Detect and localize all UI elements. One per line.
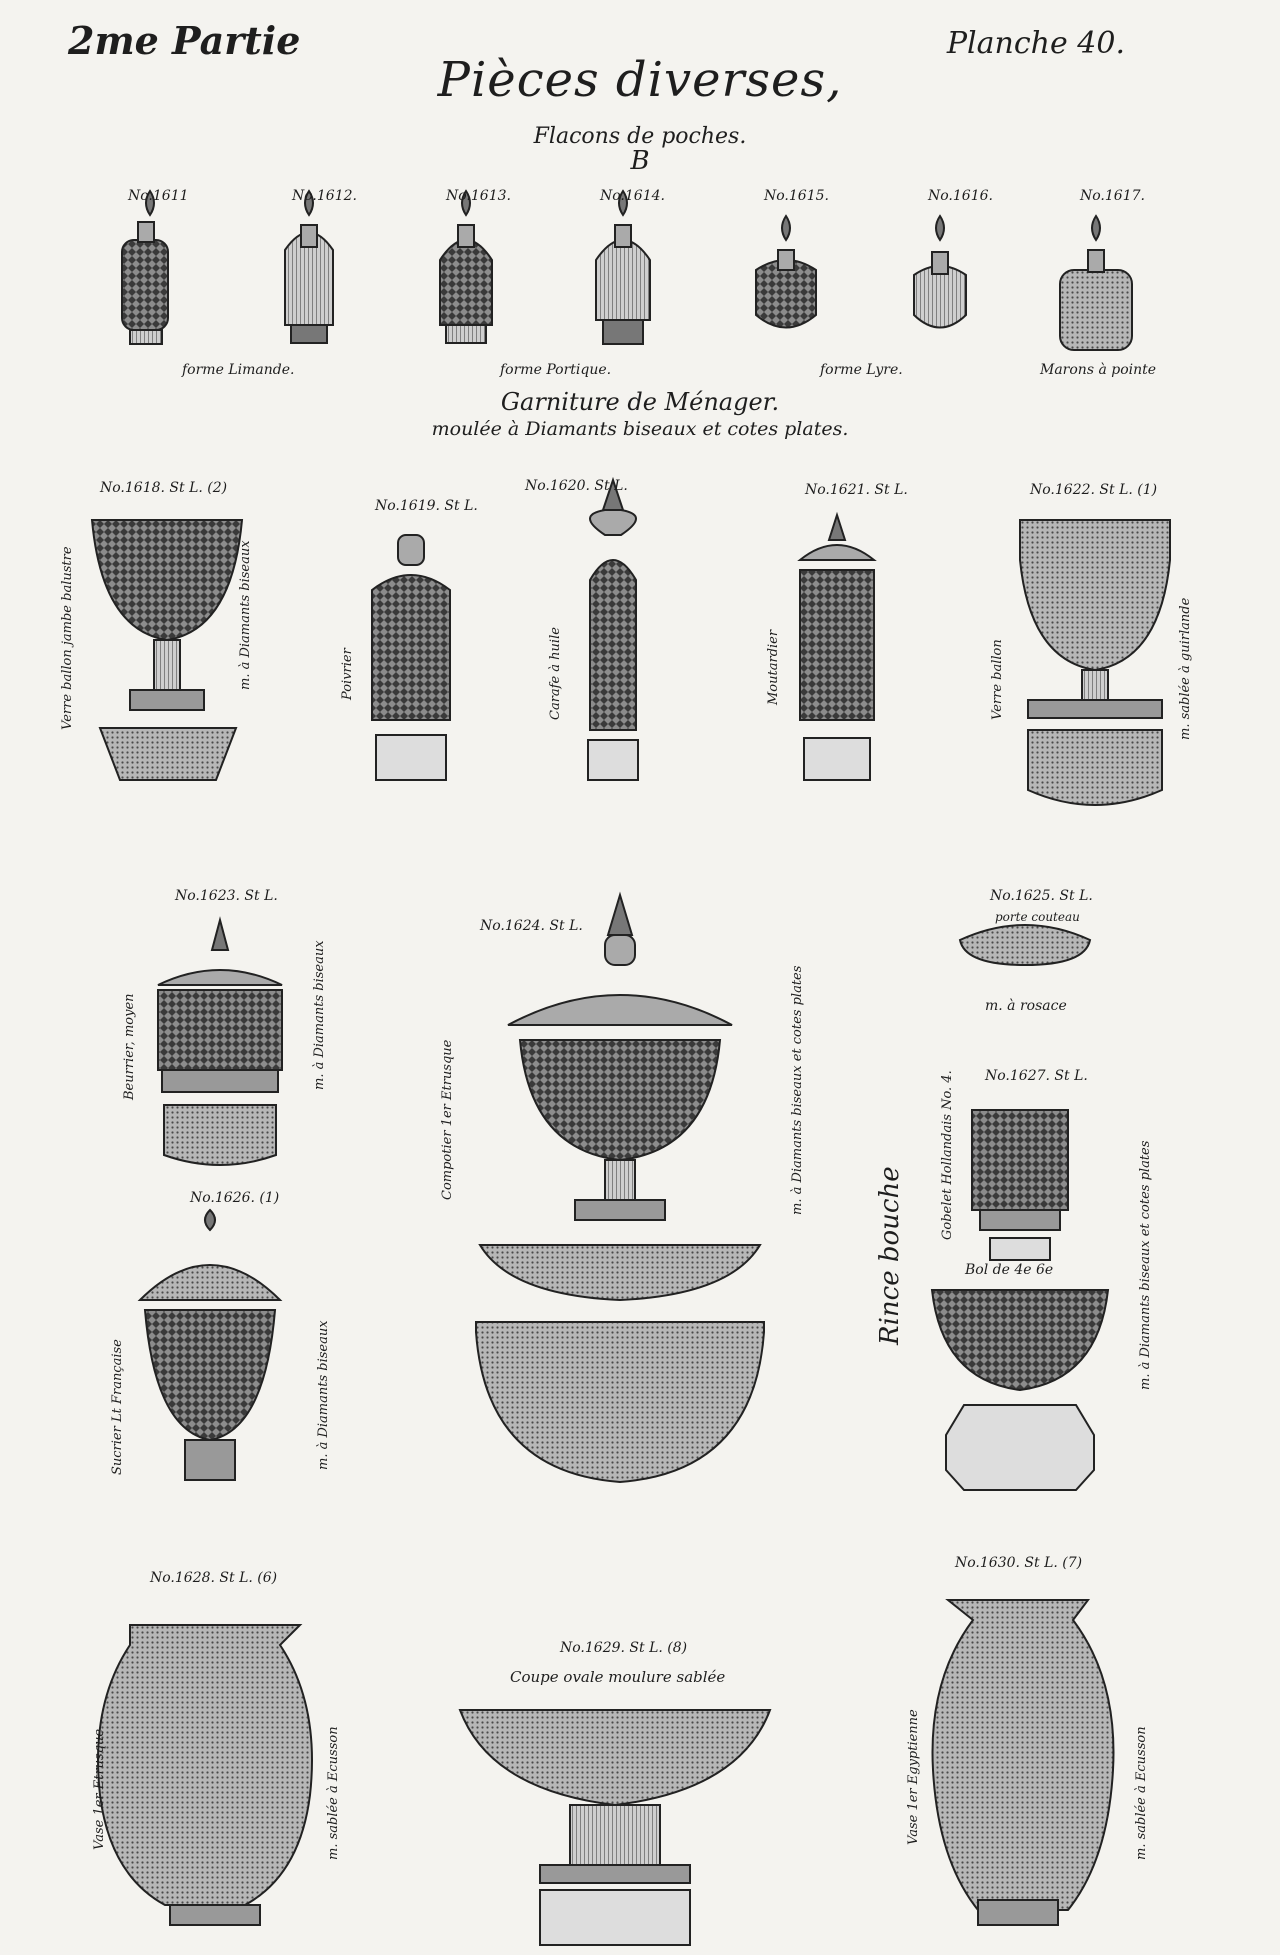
flacon-1616 <box>914 216 966 328</box>
item-left-label: Verre ballon jambe balustre <box>60 546 75 730</box>
item-number: No.1626. (1) <box>190 1190 280 1206</box>
menager-subheading: moulée à Diamants biseaux et cotes plates. <box>431 418 849 440</box>
flacon-1611 <box>122 191 168 344</box>
flacon-number: No.1615. <box>764 188 829 204</box>
item-number: No.1623. St L. <box>175 888 278 904</box>
item-number: No.1629. St L. (8) <box>560 1640 688 1656</box>
vase-etrusque-1628 <box>98 1625 312 1925</box>
item-number: No.1621. St L. <box>805 482 908 498</box>
page-title: Pièces diverses, <box>437 52 843 108</box>
poivrier-1619 <box>372 535 450 780</box>
item-number: No.1628. St L. (6) <box>150 1570 278 1586</box>
flacon-1614 <box>596 191 650 344</box>
sucrier-1626 <box>140 1210 280 1480</box>
item-right-label: m. à Diamants biseaux et cotes plates <box>790 965 805 1215</box>
item-left-label: Poivrier <box>340 648 355 700</box>
flacon-1612 <box>285 191 333 343</box>
item-left-label: Gobelet Hollandais No. 4. <box>940 1070 955 1240</box>
item-number: No.1630. St L. (7) <box>955 1555 1083 1571</box>
item-number: No.1624. St L. <box>480 918 583 934</box>
flacons-letter: B <box>630 146 650 176</box>
item-right-label: m. sablée à Ecusson <box>326 1726 341 1860</box>
item-number: No.1620. St L. <box>525 478 628 494</box>
moutardier-1621 <box>800 515 874 780</box>
flacon-number: No.1617. <box>1080 188 1145 204</box>
planche-label: Planche 40. <box>946 26 1125 61</box>
item-number: No.1622. St L. (1) <box>1030 482 1158 498</box>
item-number: No.1618. St L. (2) <box>100 480 228 496</box>
menager-heading: Garniture de Ménager. <box>500 388 780 416</box>
porte-couteau-1625 <box>960 925 1090 965</box>
flacon-number: No.1613. <box>446 188 511 204</box>
item-right-label: m. sablée à Ecusson <box>1134 1726 1149 1860</box>
verre-ballon-1622 <box>1020 520 1170 805</box>
flacon-number: No.1616. <box>928 188 993 204</box>
flacon-form-caption: forme Lyre. <box>820 362 903 378</box>
item-right-label: m. à Diamants biseaux et cotes plates <box>1138 1140 1153 1390</box>
beurrier-1623 <box>158 920 282 1165</box>
item-left-label: Verre ballon <box>990 639 1005 720</box>
item-right-label: m. à Diamants biseaux <box>238 540 253 690</box>
coupe-1629 <box>460 1710 770 1945</box>
part-label: 2me Partie <box>68 18 301 63</box>
flacon-number: No.1614. <box>600 188 665 204</box>
item-left-label: Sucrier Lt Française <box>110 1339 125 1475</box>
item-left-label: Beurrier, moyen <box>122 993 137 1100</box>
flacon-1617 <box>1060 216 1132 350</box>
compotier-1624 <box>476 895 764 1482</box>
flacon-form-caption: forme Portique. <box>500 362 612 378</box>
carafe-1620 <box>588 480 638 780</box>
item-left-label: Vase 1er Etrusque <box>92 1728 107 1850</box>
item-left-label: Compotier 1er Etrusque <box>440 1039 455 1200</box>
bol-label: Bol de 4e 6e <box>965 1262 1054 1278</box>
item-number: No.1625. St L. <box>990 888 1093 904</box>
verre-ballon-1618 <box>92 520 242 780</box>
item-left-label: Moutardier <box>766 629 781 705</box>
flacons-heading: Flacons de poches. <box>533 124 747 149</box>
flacon-number: No.1611 <box>128 188 189 204</box>
porte-couteau-note: m. à rosace <box>985 998 1067 1014</box>
item-right-label: m. à Diamants biseaux <box>316 1320 331 1470</box>
flacon-form-caption: forme Limande. <box>182 362 295 378</box>
flacon-number: No.1612. <box>292 188 357 204</box>
item-number: No.1627. St L. <box>985 1068 1088 1084</box>
gobelet-1627 <box>932 1110 1108 1490</box>
item-left-label: Vase 1er Egyptienne <box>906 1709 921 1845</box>
item-left-label: Carafe à huile <box>548 627 563 720</box>
flacon-1615 <box>756 216 816 328</box>
coupe-sub: Coupe ovale moulure sablée <box>510 1668 726 1686</box>
item-right-label: m. à Diamants biseaux <box>312 940 327 1090</box>
rince-bouche-label: Rince bouche <box>875 1166 905 1345</box>
vase-egyptien-1630 <box>933 1600 1114 1925</box>
item-right-label: m. sablée à guirlande <box>1178 597 1193 740</box>
item-number: No.1619. St L. <box>375 498 478 514</box>
porte-couteau-sub: porte couteau <box>995 910 1080 924</box>
flacon-form-caption: Marons à pointe <box>1040 362 1157 378</box>
flacon-1613 <box>440 191 492 343</box>
